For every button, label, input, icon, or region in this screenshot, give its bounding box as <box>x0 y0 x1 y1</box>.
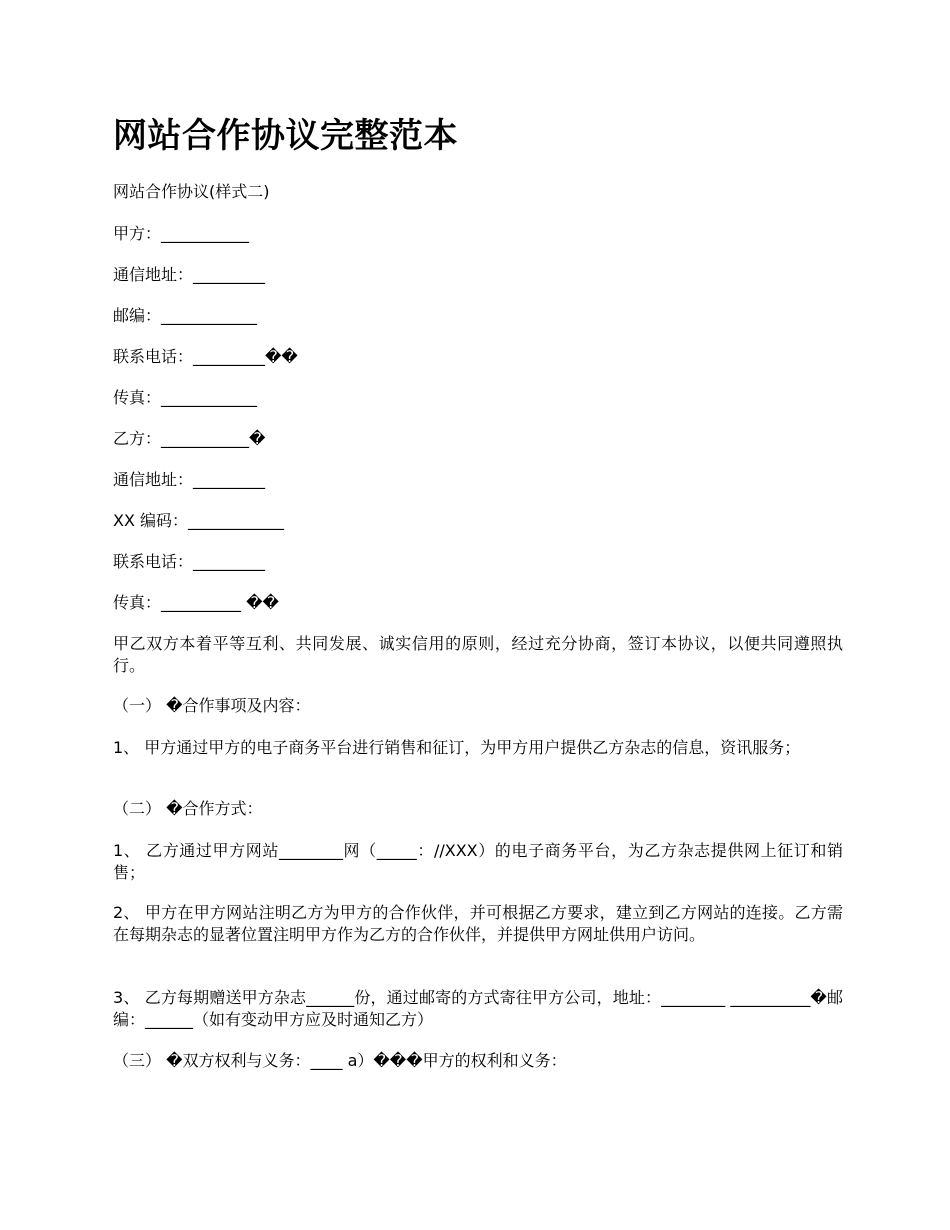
section-2-item-3: 3、 乙方每期赠送甲方杂志______份，通过邮寄的方式寄往甲方公司，地址：________ __________�邮编：______（如有变动甲方应及时通知乙方） <box>113 988 843 1029</box>
party-b-field: 乙方：___________� <box>113 429 266 448</box>
party-a-postcode-field: 邮编：____________ <box>113 306 258 325</box>
subtitle: 网站合作协议(样式二) <box>113 182 270 201</box>
party-a-phone-field: 联系电话：_________�� <box>113 347 298 366</box>
party-b-code-field: XX 编码：____________ <box>113 511 285 530</box>
party-a-field: 甲方：___________ <box>113 224 250 243</box>
party-b-address-field: 通信地址：_________ <box>113 470 266 489</box>
document-title: 网站合作协议完整范本 <box>113 116 458 156</box>
party-b-fax-field: 传真：__________ �� <box>113 593 279 612</box>
party-b-phone-field: 联系电话：_________ <box>113 552 266 571</box>
preamble-paragraph: 甲乙双方本着平等互利、共同发展、诚实信用的原则，经过充分协商，签订本协议，以便共同遵照执行。 <box>113 634 843 675</box>
section-2-heading: （二） �合作方式： <box>113 799 263 818</box>
section-3-heading: （三） �双方权利与义务：____ a）���甲方的权利和义务： <box>113 1051 567 1070</box>
party-a-address-field: 通信地址：_________ <box>113 265 266 284</box>
section-2-item-1: 1、 乙方通过甲方网站________网（_____：//XXX）的电子商务平台，为乙方杂志提供网上征订和销售； <box>113 841 843 882</box>
section-2-item-2: 2、 甲方在甲方网站注明乙方为甲方的合作伙伴，并可根据乙方要求，建立到乙方网站的连接。乙方需在每期杂志的显著位置注明甲方作为乙方的合作伙伴，并提供甲方网址供用户访问。 <box>113 903 843 944</box>
section-1-heading: （一） �合作事项及内容： <box>113 696 311 715</box>
party-a-fax-field: 传真：____________ <box>113 388 258 407</box>
section-1-item-1: 1、 甲方通过甲方的电子商务平台进行销售和征订，为甲方用户提供乙方杂志的信息，资讯服务； <box>113 738 801 757</box>
